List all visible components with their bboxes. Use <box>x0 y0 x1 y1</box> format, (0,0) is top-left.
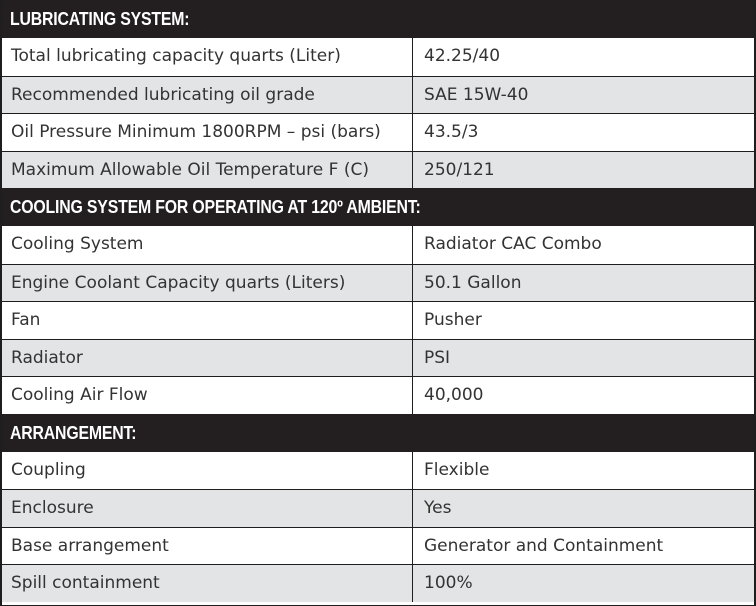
section-title: LUBRICATING SYSTEM: <box>10 9 190 29</box>
table-row <box>2 301 754 339</box>
row-value: Generator and Containment <box>424 535 664 556</box>
row-label: Oil Pressure Minimum 1800RPM – psi (bars) <box>2 114 413 151</box>
row-value: 50.1 Gallon <box>424 272 522 293</box>
row-value: Flexible <box>424 459 490 480</box>
row-label: Enclosure <box>2 490 413 527</box>
row-value: 40,000 <box>424 385 484 405</box>
row-value: Pusher <box>424 310 482 330</box>
row-label: Fan <box>2 302 413 339</box>
row-value: Yes <box>424 498 452 518</box>
table-row <box>2 76 754 114</box>
row-value: 43.5/3 <box>424 122 479 142</box>
section-header-cooling <box>2 188 754 226</box>
table-row <box>2 151 754 189</box>
row-label: Cooling Air Flow <box>2 377 413 414</box>
section-title: ARRANGEMENT: <box>10 422 137 443</box>
row-value: Radiator CAC Combo <box>424 234 602 254</box>
section-header-arrangement <box>2 414 754 452</box>
table-row <box>2 339 754 377</box>
row-label: Cooling System <box>2 226 413 264</box>
table-row <box>2 38 754 76</box>
table-row <box>2 376 754 414</box>
table-row <box>2 452 754 490</box>
row-value: 42.25/40 <box>424 46 501 66</box>
table-row <box>2 489 754 527</box>
row-label: Radiator <box>2 340 413 377</box>
row-label: Maximum Allowable Oil Temperature F (C) <box>2 152 413 189</box>
row-value: 250/121 <box>424 159 495 180</box>
row-value: SAE 15W-40 <box>424 84 529 105</box>
table-row <box>2 264 754 302</box>
row-label: Spill containment <box>2 565 413 602</box>
row-value: 100% <box>424 573 473 593</box>
table-row <box>2 527 754 565</box>
row-label: Coupling <box>2 452 413 490</box>
table-row <box>2 564 754 602</box>
section-title: COOLING SYSTEM FOR OPERATING AT 120º AMBIENT: <box>10 197 421 217</box>
row-value: PSI <box>424 347 451 368</box>
row-label: Engine Coolant Capacity quarts (Liters) <box>2 265 413 302</box>
row-label: Base arrangement <box>2 528 413 565</box>
row-label: Recommended lubricating oil grade <box>2 77 413 114</box>
table-row <box>2 226 754 264</box>
section-header-lubricating <box>2 0 754 38</box>
row-label: Total lubricating capacity quarts (Liter) <box>2 38 413 76</box>
table-row <box>2 113 754 151</box>
